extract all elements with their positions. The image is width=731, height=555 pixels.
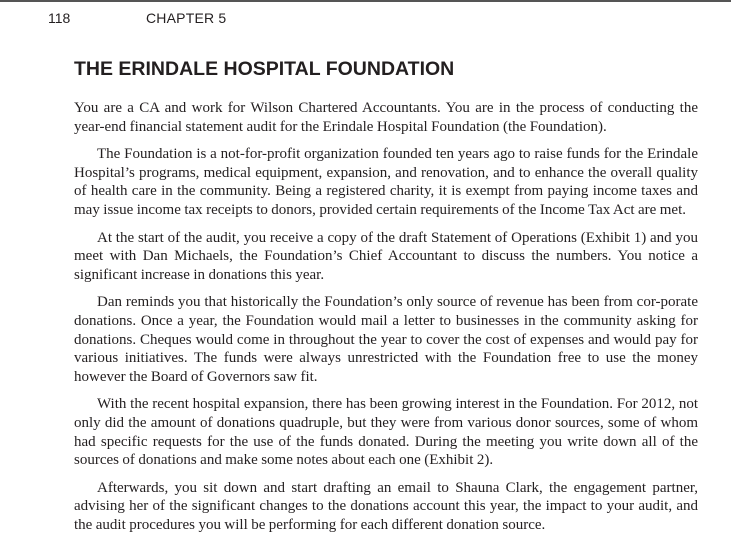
- paragraph-audit-start: At the start of the audit, you receive a copy of the draft Statement of Operations (Exhibit 1) and you meet with Dan Michaels, the Foundation’s Chief Accountant to discuss the numbers. You notice a significant increase in donations this year.: [74, 229, 698, 283]
- paragraph-donation-history: Dan reminds you that historically the Foundation’s only source of revenue has been from cor-porate donations. Once a year, the Foundation would mail a letter to businesses in the community asking for donations. Cheques would come in throughout the year to cover the cost of expenses and would pay for various initiatives. The funds were always unrestricted with the Foundation free to use the money however the Board of Governors saw fit.: [74, 294, 698, 385]
- case-title: THE ERINDALE HOSPITAL FOUNDATION: [74, 58, 455, 80]
- chapter-label: CHAPTER 5: [146, 10, 227, 26]
- paragraph-hospital-expansion: With the recent hospital expansion, there has been growing interest in the Foundation. For 2012, not only did the amount of donations quadruple, but they were from various donor sources, some of whom had specific requests for the use of the funds donated. During the meeting you write down all of the sources of donations and make some notes about each one (Exhibit 2).: [74, 396, 698, 469]
- paragraph-email-draft: Afterwards, you sit down and start drafting an email to Shauna Clark, the engagement partner, advising her of the significant changes to the donations account this year, the impact to your audit, and the audit procedures you will be performing for each different donation source.: [74, 479, 698, 533]
- case-body: [74, 99, 698, 543]
- top-rule: [0, 0, 731, 2]
- page-number: 118: [48, 10, 71, 26]
- paragraph-intro: You are a CA and work for Wilson Chartered Accountants. You are in the process of conducting the year-end financial statement audit for the Erindale Hospital Foundation (the Foundation).: [74, 100, 698, 135]
- paragraph-foundation-background: The Foundation is a not-for-profit organization founded ten years ago to raise funds for the Erindale Hospital’s programs, medical equipment, expansion, and renovation, and to enhance the overall quality of health care in the community. Being a registered charity, it is exempt from paying income taxes and may issue income tax receipts to donors, provided certain requirements of the Income Tax Act are met.: [74, 146, 698, 218]
- running-head: [0, 10, 731, 30]
